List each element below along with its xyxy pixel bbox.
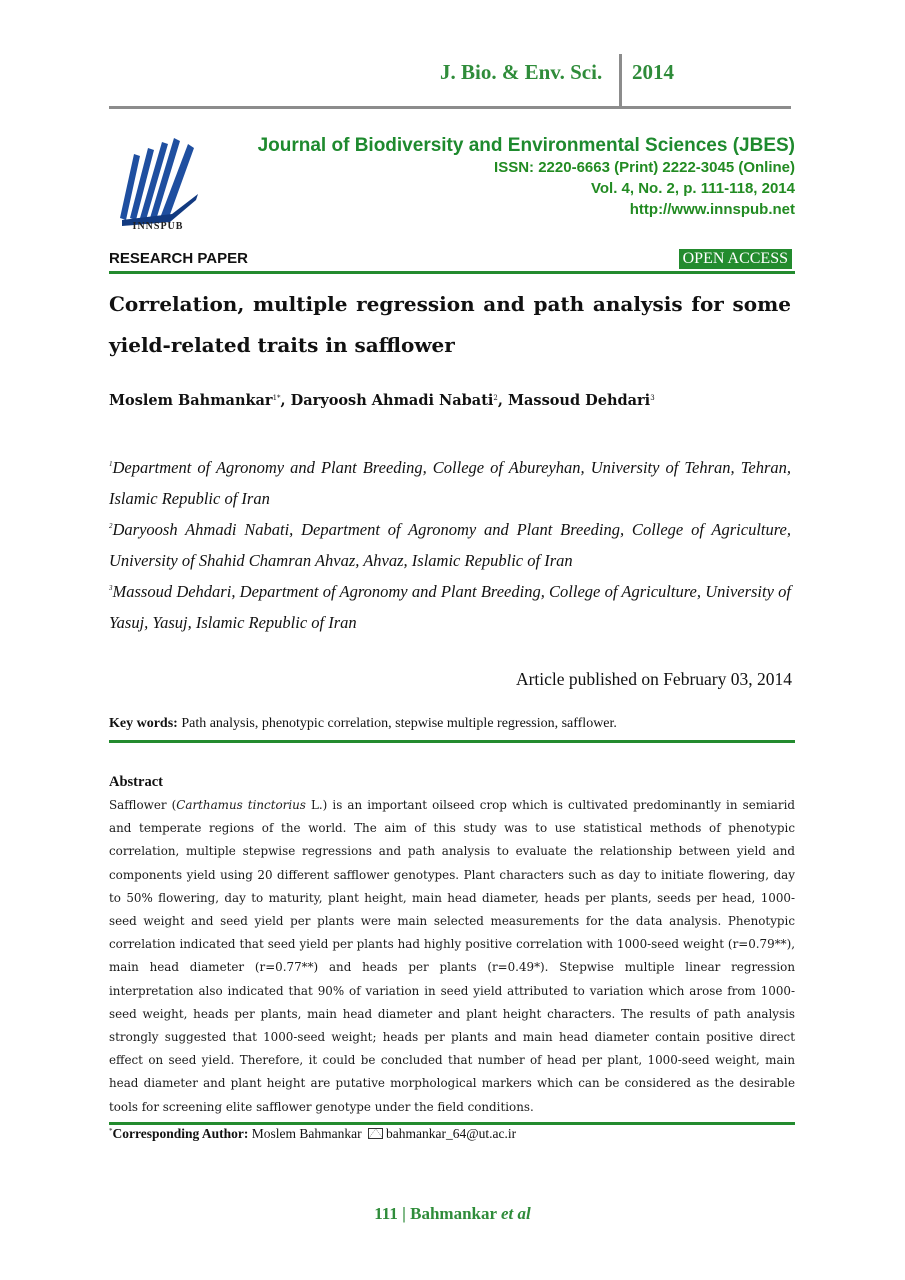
affiliation bbox=[109, 511, 791, 576]
header-divider bbox=[619, 54, 622, 108]
affiliation-mark: 3 bbox=[109, 584, 113, 592]
author-name: Daryoosh Ahmadi Nabati bbox=[290, 392, 494, 409]
species-name: Carthamus tinctorius bbox=[176, 798, 306, 812]
footer-page: 111 | Bahmankar bbox=[374, 1204, 501, 1223]
green-rule-top bbox=[109, 271, 795, 274]
green-rule-bottom bbox=[109, 1122, 795, 1125]
keywords-text: Path analysis, phenotypic correlation, stepwise multiple regression, safflower. bbox=[177, 716, 617, 731]
author-separator: , bbox=[497, 392, 508, 409]
abstract-text: Safflower ( bbox=[109, 798, 177, 812]
abstract-text: L.) is an important oilseed crop which is cultivated predominantly in semiarid and temperate regions of the world. The aim of this study was to use statistical methods of phenotypic correlation, multiple stepwise regressions and path analysis to evaluate the relationship between yield and components yield using 20 different safflower genotypes. Plant characters such as day to initiate flowering, day to 50% flowering, day to maturity, plant height, main head diameter, heads per plants, seeds per head, 1000-seed weight and seed yield per plants were main selected measurements for the data analysis. Phenotypic correlation indicated that seed yield per plants had highly positive correlation with 1000-seed weight (r=0.79**), main head diameter (r=0.77**) and heads per plants (r=0.49*). Stepwise multiple linear regression interpretation also indicated that 90% of variation in seed yield attributed to variation which arose from 1000-seed weight, heads per plants, main head diameter and plant height characters. The results of path analysis strongly suggested that 1000-seed weight; heads per plants and main head diameter contain positive direct effect on seed yield. Therefore, it could be concluded that number of head per plant, 1000-seed weight, main head diameter and plant height are putative morphological markers which can be considered as the desirable tools for screening elite safflower genotype under the field conditions. bbox=[109, 798, 796, 1114]
keywords-label: Key words: bbox=[109, 716, 178, 731]
corresponding-author bbox=[109, 1126, 516, 1142]
author-mark: 3 bbox=[650, 394, 655, 402]
journal-name: Journal of Biodiversity and Environmental Sciences (JBES) bbox=[257, 135, 795, 156]
running-header-year: 2014 bbox=[632, 60, 674, 84]
affiliation-mark: 1 bbox=[109, 460, 113, 468]
journal-issn: ISSN: 2220-6663 (Print) 2222-3045 (Online) bbox=[494, 159, 795, 176]
corresponding-name: Moslem Bahmankar bbox=[248, 1126, 366, 1141]
green-rule-keywords bbox=[109, 740, 795, 743]
innspub-logo-icon bbox=[112, 134, 204, 234]
corresponding-label: Corresponding Author: bbox=[112, 1126, 249, 1141]
author-name: Moslem Bahmankar bbox=[109, 392, 273, 409]
running-header-journal: J. Bio. & Env. Sci. bbox=[440, 60, 603, 84]
keywords bbox=[109, 716, 791, 732]
corresponding-email[interactable]: bahmankar_64@ut.ac.ir bbox=[386, 1126, 517, 1141]
abstract-body bbox=[109, 794, 795, 1119]
corresponding-mark: * bbox=[109, 1127, 113, 1135]
author-name: Massoud Dehdari bbox=[507, 392, 651, 409]
affiliation-text: Department of Agronomy and Plant Breeding, College of Abureyhan, University of Tehran, Tehran, Islamic Republic of Iran bbox=[109, 458, 791, 508]
paper-title: Correlation, multiple regression and path analysis for some yield-related traits in safflower bbox=[109, 292, 791, 357]
affiliation bbox=[109, 449, 791, 514]
logo-text: INNSPUB bbox=[132, 221, 184, 232]
envelope-icon bbox=[368, 1128, 383, 1139]
page-footer bbox=[0, 1204, 905, 1224]
affiliation-text: Daryoosh Ahmadi Nabati, Department of Agronomy and Plant Breeding, College of Agriculture, University of Shahid Chamran Ahvaz, Ahvaz, Islamic Republic of Iran bbox=[109, 520, 791, 570]
open-access-badge: OPEN ACCESS bbox=[679, 249, 792, 269]
abstract-heading: Abstract bbox=[109, 774, 163, 790]
publication-date: Article published on February 03, 2014 bbox=[515, 669, 792, 689]
affiliation-mark: 2 bbox=[109, 522, 113, 530]
header-rule bbox=[109, 106, 791, 109]
journal-volume: Vol. 4, No. 2, p. 111-118, 2014 bbox=[590, 180, 795, 197]
affiliation bbox=[109, 573, 791, 638]
affiliation-text: Massoud Dehdari, Department of Agronomy and Plant Breeding, College of Agriculture, University of Yasuj, Yasuj, Islamic Republic of Iran bbox=[109, 582, 791, 632]
author-mark: 2 bbox=[493, 394, 498, 402]
footer-etal: et al bbox=[500, 1204, 531, 1223]
author-list bbox=[109, 392, 655, 409]
author-mark: 1* bbox=[272, 394, 281, 402]
journal-url-link[interactable]: http://www.innspub.net bbox=[629, 201, 795, 218]
author-separator: , bbox=[280, 392, 291, 409]
paper-type-label: RESEARCH PAPER bbox=[109, 250, 248, 267]
